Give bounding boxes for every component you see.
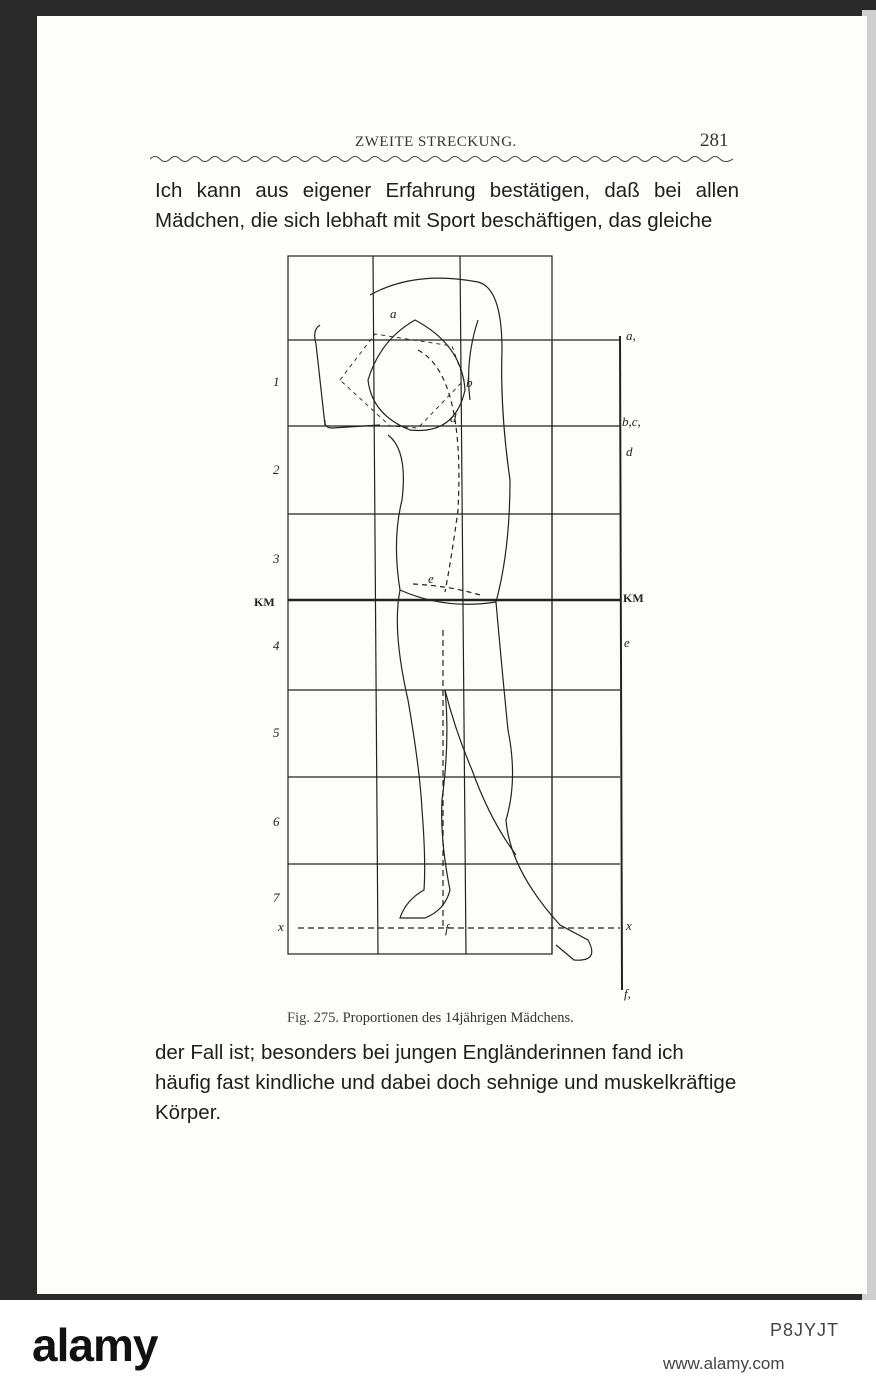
point-e: e (428, 571, 434, 586)
label-km-left: KM (254, 595, 275, 609)
paragraph-line: der Fall ist; besonders bei jungen Engländerinnen fand ich (155, 1041, 684, 1064)
point-f: f (445, 921, 449, 936)
page-number: 281 (700, 130, 729, 151)
label-x-right: x (626, 918, 632, 933)
label-a-right: a, (626, 328, 636, 343)
point-b: b (466, 375, 473, 390)
stock-url: www.alamy.com (663, 1354, 785, 1373)
label-2: 2 (273, 462, 280, 477)
paragraph-line: häufig fast kindliche und dabei doch sehnige und muskelkräftige (155, 1071, 737, 1094)
label-6: 6 (273, 814, 280, 829)
label-e-right: e (624, 635, 630, 650)
label-f-right: f, (624, 986, 631, 1001)
image-id: P8JYJT (770, 1320, 840, 1340)
paragraph-line: Körper. (155, 1101, 222, 1124)
label-km-right: KM (623, 591, 644, 605)
label-5: 5 (273, 725, 280, 740)
figure-number: Fig. 275. (287, 1010, 339, 1026)
label-3: 3 (273, 551, 280, 566)
label-7: 7 (273, 890, 280, 905)
label-4: 4 (273, 638, 280, 653)
label-x-left: x (278, 919, 284, 934)
running-head: ZWEITE STRECKUNG. (355, 134, 517, 150)
label-d-right: d (626, 444, 633, 459)
figure-caption (287, 1010, 574, 1027)
paragraph-bottom (155, 1038, 736, 1128)
figure-caption-text: Proportionen des 14jährigen Mädchens. (342, 1010, 574, 1026)
label-1: 1 (273, 374, 280, 389)
label-bc-right: b,c, (622, 414, 641, 429)
point-a: a (390, 306, 397, 321)
proportion-figure (240, 250, 660, 1010)
decorative-wavy-rule (150, 152, 733, 164)
alamy-logo: alamy (32, 1319, 158, 1371)
point-d: d (450, 410, 457, 425)
paragraph-top: Ich kann aus eigener Erfahrung bestätigen, daß bei allen Mädchen, die sich lebhaft mit Sport beschäftigen, das gleiche (155, 179, 739, 232)
